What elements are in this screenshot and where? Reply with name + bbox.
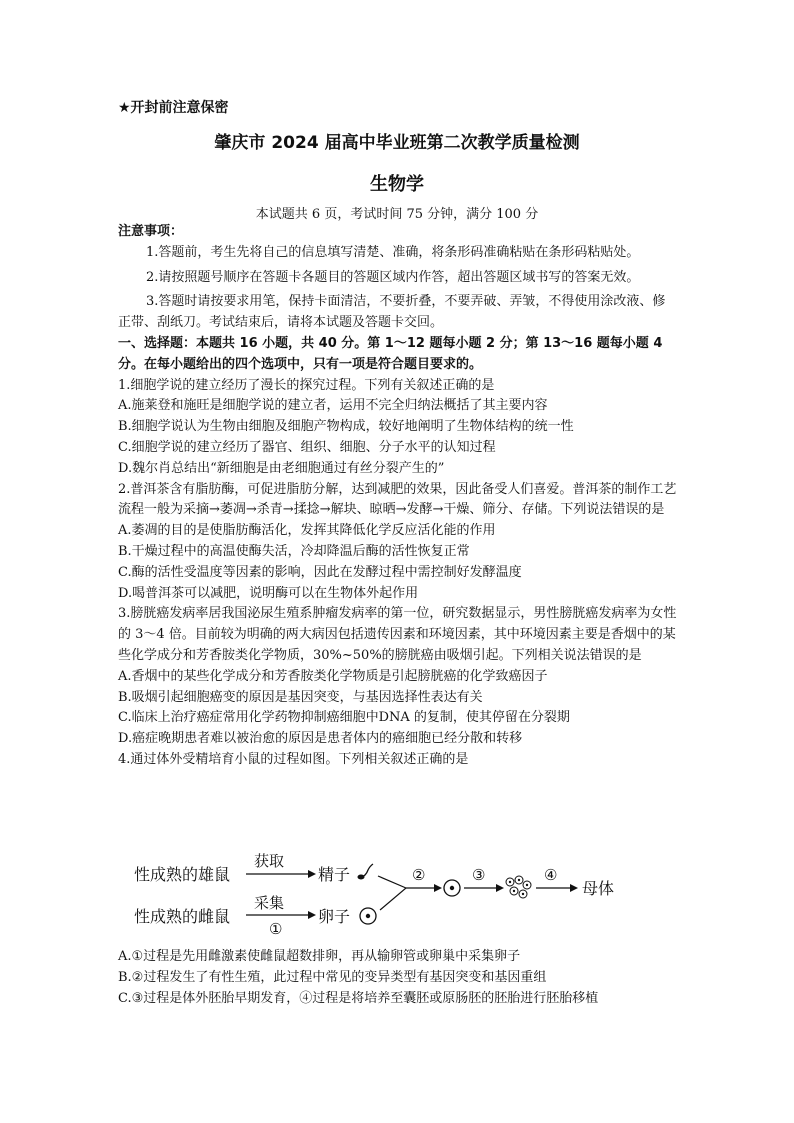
section-heading: 一、选择题：本题共 16 小题，共 40 分。第 1～12 题每小题 2 分；第 13～16 题每小题 4 分。在每小题给出的四个选项中，只有一项是符合题目要求的。 — [118, 335, 663, 372]
merge-line-top — [378, 876, 406, 888]
female-mouse-label: 性成熟的雌鼠 — [134, 907, 231, 926]
collect-label: 采集 — [254, 894, 285, 912]
option-b: B.②过程发生了有性生殖，此过程中常见的变异类型有基因突变和基因重组 — [118, 969, 547, 985]
option-a: A.施莱登和施旺是细胞学说的建立者，运用不完全归纳法概括了其主要内容 — [118, 398, 548, 414]
confidential-notice: ★开封前注意保密 — [118, 100, 229, 116]
question-stem: 1.细胞学说的建立经历了漫长的探究过程。下列有关叙述正确的是 — [118, 377, 495, 393]
sperm-label: 精子 — [318, 865, 351, 884]
option-c: C.③过程是体外胚胎早期发育，④过程是将培养至囊胚或原肠胚的胚胎进行胚胎移植 — [118, 990, 599, 1006]
question4-options — [118, 947, 678, 1009]
note-item: 1.答题前，考生先将自己的信息填写清楚、准确，将条形码准确粘贴在条形码粘贴处。 — [146, 244, 640, 260]
exam-title: 肇庆市 2024 届高中毕业班第二次教学质量检测 — [214, 133, 580, 153]
option-c: C.临床上治疗癌症常用化学药物抑制癌细胞中DNA 的复制，使其停留在分裂期 — [118, 710, 570, 726]
obtain-label: 获取 — [254, 852, 285, 870]
question-stem: 3.膀胱癌发病率居我国泌尿生殖系肿瘤发病率的第一位，研究数据显示，男性膀胱癌发病率为女性的 3～4 倍。目前较为明确的两大病因包括遗传因素和环境因素，其中环境因素主要是香烟中的某些化学成分和芳香胺类化学物质，30%~50%的膀胱癌由吸烟引起。下列相关说法错误的是 — [118, 606, 677, 663]
ivf-process-diagram — [130, 852, 630, 940]
option-c: C.细胞学说的建立经历了器官、组织、细胞、分子水平的认知过程 — [118, 439, 496, 455]
notes-heading: 注意事项： — [118, 224, 184, 239]
option-a: A.①过程是先用雌激素使雌鼠超数排卵，再从输卵管或卵巢中采集卵子 — [118, 949, 521, 964]
collect-arrowhead — [308, 911, 316, 919]
option-b: B.干燥过程中的高温使酶失活，冷却降温后酶的活性恢复正常 — [118, 543, 470, 559]
step3-label: ③ — [472, 866, 486, 884]
question-stem: 4.通过体外受精培育小鼠的过程如图。下列相关叙述正确的是 — [118, 751, 469, 767]
sperm-head-icon — [358, 875, 365, 880]
option-c: C.酶的活性受温度等因素的影响，因此在发酵过程中需控制好发酵温度 — [118, 564, 522, 580]
male-mouse-label: 性成熟的雄鼠 — [134, 865, 231, 884]
question-stem: 2.普洱茶含有脂肪酶，可促进脂肪分解，达到减肥的效果，因此备受人们喜爱。普洱茶的制作工艺流程一般为采摘→萎凋→杀青→揉捻→解块、晾晒→发酵→干燥、筛分、存储。下列说法错误的是 — [118, 481, 677, 518]
option-d: D.魏尔肖总结出“新细胞是由老细胞通过有丝分裂产生的” — [118, 460, 445, 476]
note-item: 3.答题时请按要求用笔，保持卡面清洁，不要折叠，不要弄破、弄皱，不得使用涂改液、修正带、刮纸刀。考试结束后，请将本试题及答题卡交回。 — [118, 294, 666, 331]
main-text — [118, 222, 678, 771]
step1-label: ① — [269, 920, 283, 938]
subject-title: 生物学 — [370, 174, 424, 195]
option-d: D.喝普洱茶可以减肥，说明酶可以在生物体外起作用 — [118, 585, 419, 601]
option-a: A.萎凋的目的是使脂肪酶活化，发挥其降低化学反应活化能的作用 — [118, 523, 496, 539]
merge-line-bottom — [380, 888, 406, 910]
step4-label: ④ — [544, 866, 558, 884]
note-item: 2.请按照题号顺序在答题卡各题目的答题区域内作答，超出答题区域书写的答案无效。 — [146, 269, 640, 285]
egg-label: 卵子 — [318, 907, 351, 926]
option-d: D.癌症晚期患者难以被治愈的原因是患者体内的癌细胞已经分散和转移 — [118, 731, 523, 747]
option-b: B.细胞学说认为生物由细胞及细胞产物构成，较好地阐明了生物体结构的统一性 — [118, 419, 574, 435]
mother-label: 母体 — [582, 879, 615, 898]
embryo-icon — [506, 876, 531, 898]
option-b: B.吸烟引起细胞癌变的原因是基因突变，与基因选择性表达有关 — [118, 689, 483, 705]
obtain-arrowhead — [308, 870, 316, 878]
step2-label: ② — [412, 866, 426, 884]
exam-info: 本试题共 6 页，考试时间 75 分钟，满分 100 分 — [255, 207, 539, 222]
option-a: A.香烟中的某些化学成分和芳香胺类化学物质是引起膀胱癌的化学致癌因子 — [118, 668, 548, 684]
